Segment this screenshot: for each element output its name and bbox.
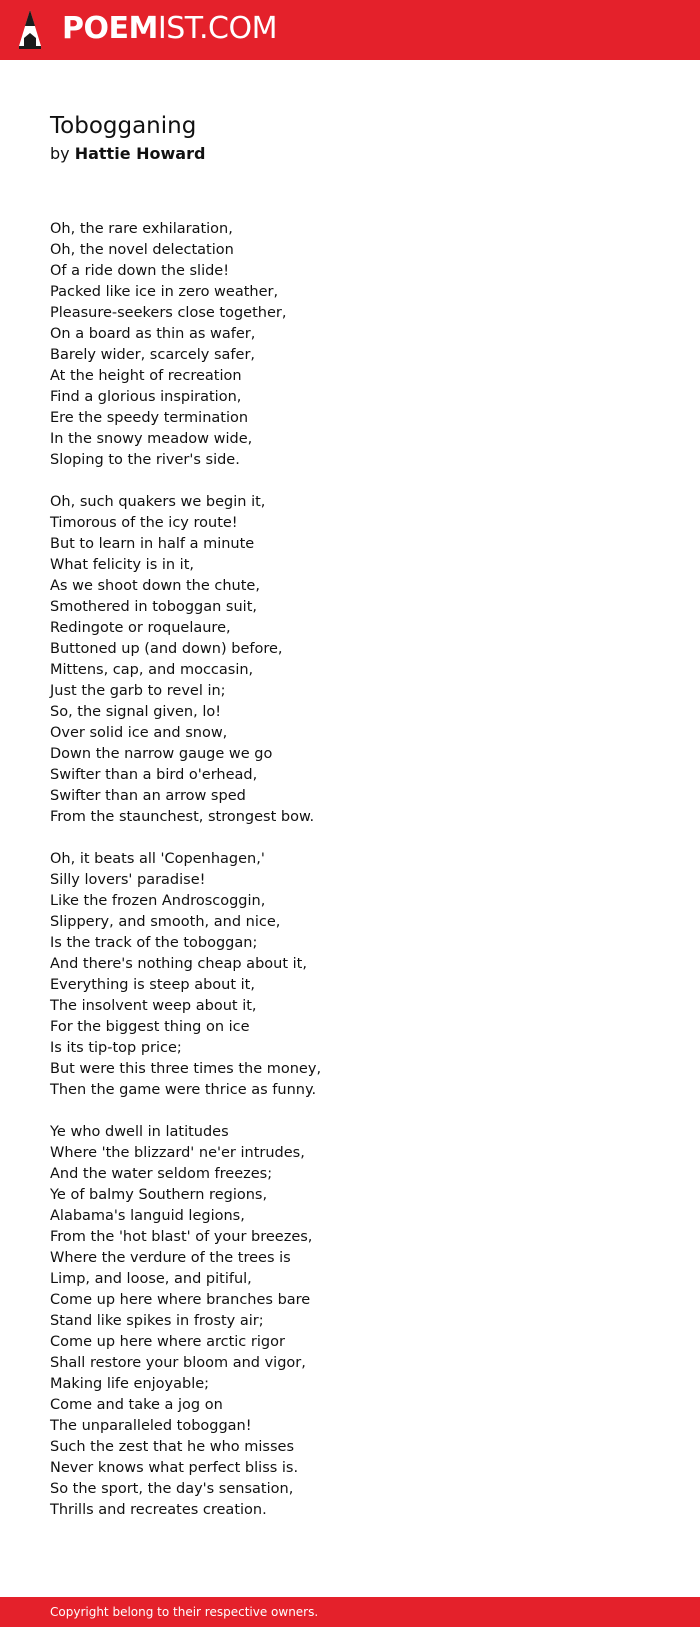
- poem-line: Pleasure-seekers close together,: [50, 305, 287, 321]
- poem-line: Oh, it beats all 'Copenhagen,': [50, 851, 265, 867]
- by-label: by: [50, 144, 70, 163]
- poem-line: Where 'the blizzard' ne'er intrudes,: [50, 1145, 305, 1161]
- poem-line: Thrills and recreates creation.: [50, 1502, 267, 1518]
- poem-line: But to learn in half a minute: [50, 536, 255, 552]
- poem-line: In the snowy meadow wide,: [50, 431, 253, 447]
- poem-line: Find a glorious inspiration,: [50, 389, 242, 405]
- poem-line: So, the signal given, lo!: [50, 704, 222, 720]
- byline: [50, 142, 650, 166]
- poem-line: Such the zest that he who misses: [50, 1439, 294, 1455]
- site-footer: [0, 1597, 700, 1627]
- author-name: Hattie Howard: [74, 144, 206, 163]
- poem-line: Then the game were thrice as funny.: [50, 1082, 317, 1098]
- poem-line: Sloping to the river's side.: [50, 452, 240, 468]
- poem-line: Like the frozen Androscoggin,: [50, 893, 266, 909]
- poem-line: Oh, the rare exhilaration,: [50, 221, 233, 237]
- poem-line: Alabama's languid legions,: [50, 1208, 245, 1224]
- poem-stanza: [50, 219, 650, 471]
- poem-line: The unparalleled toboggan!: [50, 1418, 252, 1434]
- poem-line: Just the garb to revel in;: [50, 683, 226, 699]
- poem-line: From the 'hot blast' of your breezes,: [50, 1229, 313, 1245]
- poem-line: Making life enjoyable;: [50, 1376, 210, 1392]
- poem-line: Never knows what perfect bliss is.: [50, 1460, 299, 1476]
- poem-line: Silly lovers' paradise!: [50, 872, 206, 888]
- poem-line: From the staunchest, strongest bow.: [50, 809, 315, 825]
- poem-line: What felicity is in it,: [50, 557, 195, 573]
- poem-line: Ere the speedy termination: [50, 410, 249, 426]
- logo-light-text: IST.COM: [157, 11, 277, 46]
- poem-line: And there's nothing cheap about it,: [50, 956, 307, 972]
- poem-line: Of a ride down the slide!: [50, 263, 230, 279]
- poem-line: Oh, such quakers we begin it,: [50, 494, 266, 510]
- poem-line: Slippery, and smooth, and nice,: [50, 914, 281, 930]
- poem-line: Is the track of the toboggan;: [50, 935, 258, 951]
- poem-line: For the biggest thing on ice: [50, 1019, 250, 1035]
- poem-stanza: [50, 849, 650, 1101]
- poem-line: Mittens, cap, and moccasin,: [50, 662, 254, 678]
- poem-line: Everything is steep about it,: [50, 977, 255, 993]
- poem-line: Come up here where arctic rigor: [50, 1334, 285, 1350]
- poem-line: Come up here where branches bare: [50, 1292, 311, 1308]
- site-header: [0, 0, 700, 60]
- poem-line: So the sport, the day's sensation,: [50, 1481, 294, 1497]
- poem-line: Redingote or roquelaure,: [50, 620, 231, 636]
- poem-line: And the water seldom freezes;: [50, 1166, 273, 1182]
- site-logo[interactable]: [62, 11, 277, 47]
- poem-line: Down the narrow gauge we go: [50, 746, 273, 762]
- poem-line: Smothered in toboggan suit,: [50, 599, 257, 615]
- poem-line: Oh, the novel delectation: [50, 242, 234, 258]
- poem-line: Swifter than a bird o'erhead,: [50, 767, 258, 783]
- poem-stanza: [50, 1122, 650, 1521]
- poem-heading: [50, 110, 650, 166]
- poem-line: On a board as thin as wafer,: [50, 326, 256, 342]
- poem-line: Come and take a jog on: [50, 1397, 223, 1413]
- poem-line: Where the verdure of the trees is: [50, 1250, 291, 1266]
- poem-line: Timorous of the icy route!: [50, 515, 238, 531]
- poem-line: As we shoot down the chute,: [50, 578, 260, 594]
- poem-line: Is its tip-top price;: [50, 1040, 182, 1056]
- poem-line: The insolvent weep about it,: [50, 998, 257, 1014]
- logo-bold-text: POEM: [62, 11, 158, 46]
- poem-line: But were this three times the money,: [50, 1061, 322, 1077]
- poem-line: Ye who dwell in latitudes: [50, 1124, 229, 1140]
- poem-line: Over solid ice and snow,: [50, 725, 228, 741]
- poem-stanza: [50, 492, 650, 828]
- copyright-text: Copyright belong to their respective owners.: [50, 1605, 319, 1619]
- poem-body: [50, 219, 650, 1542]
- poem-title: Tobogganing: [50, 113, 197, 139]
- poem-line: Limp, and loose, and pitiful,: [50, 1271, 252, 1287]
- poem-line: Ye of balmy Southern regions,: [50, 1187, 268, 1203]
- poem-line: Buttoned up (and down) before,: [50, 641, 283, 657]
- poem-line: Swifter than an arrow sped: [50, 788, 246, 804]
- poem-line: At the height of recreation: [50, 368, 242, 384]
- poem-line: Barely wider, scarcely safer,: [50, 347, 256, 363]
- poem-line: Stand like spikes in frosty air;: [50, 1313, 264, 1329]
- poem-line: Shall restore your bloom and vigor,: [50, 1355, 306, 1371]
- poem-line: Packed like ice in zero weather,: [50, 284, 279, 300]
- pencil-tip-icon[interactable]: [16, 8, 44, 52]
